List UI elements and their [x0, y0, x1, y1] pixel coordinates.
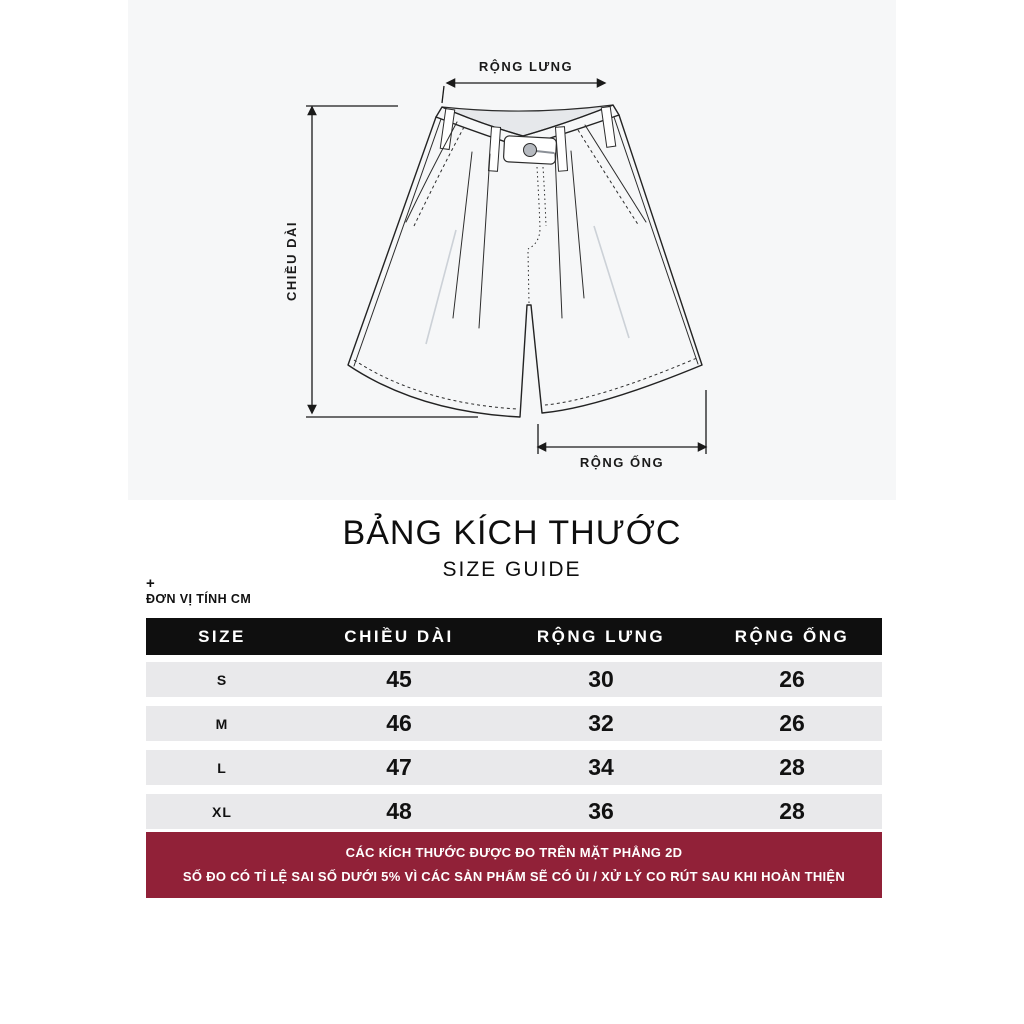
table-header-row [146, 618, 882, 655]
leg-value: 26 [779, 710, 805, 736]
length-value: 46 [386, 710, 412, 736]
measurement-disclaimer [146, 832, 882, 898]
shorts-technical-drawing [128, 0, 896, 500]
dimension-waist-width [442, 59, 605, 103]
table-row [146, 706, 882, 741]
button-fly [503, 136, 556, 303]
table-row [146, 662, 882, 697]
page-subtitle: SIZE GUIDE [442, 558, 582, 581]
waist-value: 32 [588, 710, 614, 736]
size-label: S [216, 671, 228, 688]
plus-icon: + [146, 575, 155, 592]
size-label: M [215, 715, 229, 732]
page-title: BẢNG KÍCH THƯỚC [342, 514, 682, 552]
waist-value: 34 [588, 754, 614, 780]
length-label: CHIỀU DÀI [284, 221, 299, 301]
size-label: XL [212, 803, 232, 820]
table-row [146, 794, 882, 829]
length-value: 45 [386, 666, 412, 692]
table-row [146, 750, 882, 785]
leg-opening-label: RỘNG ỐNG [579, 455, 665, 470]
length-value: 48 [386, 798, 412, 824]
disclaimer-line-2: SỐ ĐO CÓ TỈ LỆ SAI SỐ DƯỚI 5% VÌ CÁC SẢN PHẨM SẼ CÓ ỦI / XỬ LÝ CO RÚT SAU KHI HOÀN THIỆN [182, 869, 846, 884]
header-size: SIZE [198, 626, 246, 646]
sketch-panel [128, 0, 896, 500]
unit-note [146, 576, 251, 606]
disclaimer-line-1: CÁC KÍCH THƯỚC ĐƯỢC ĐO TRÊN MẶT PHẲNG 2D [345, 844, 683, 860]
leg-value: 26 [779, 666, 805, 692]
waist-value: 36 [588, 798, 614, 824]
waist-width-label: RỘNG LƯNG [478, 59, 574, 74]
dimension-length [284, 106, 478, 417]
leg-value: 28 [779, 754, 805, 780]
unit-note-text: ĐƠN VỊ TÍNH CM [146, 591, 252, 606]
size-table [146, 618, 882, 838]
header-waist: RỘNG LƯNG [536, 626, 666, 646]
header-length: CHIỀU DÀI [344, 626, 454, 646]
waist-value: 30 [588, 666, 614, 692]
length-value: 47 [386, 754, 412, 780]
size-label: L [217, 759, 227, 776]
header-leg: RỘNG ỐNG [734, 626, 850, 646]
leg-value: 28 [779, 798, 805, 824]
shorts-outline [348, 105, 702, 417]
heading-block [0, 514, 1024, 582]
